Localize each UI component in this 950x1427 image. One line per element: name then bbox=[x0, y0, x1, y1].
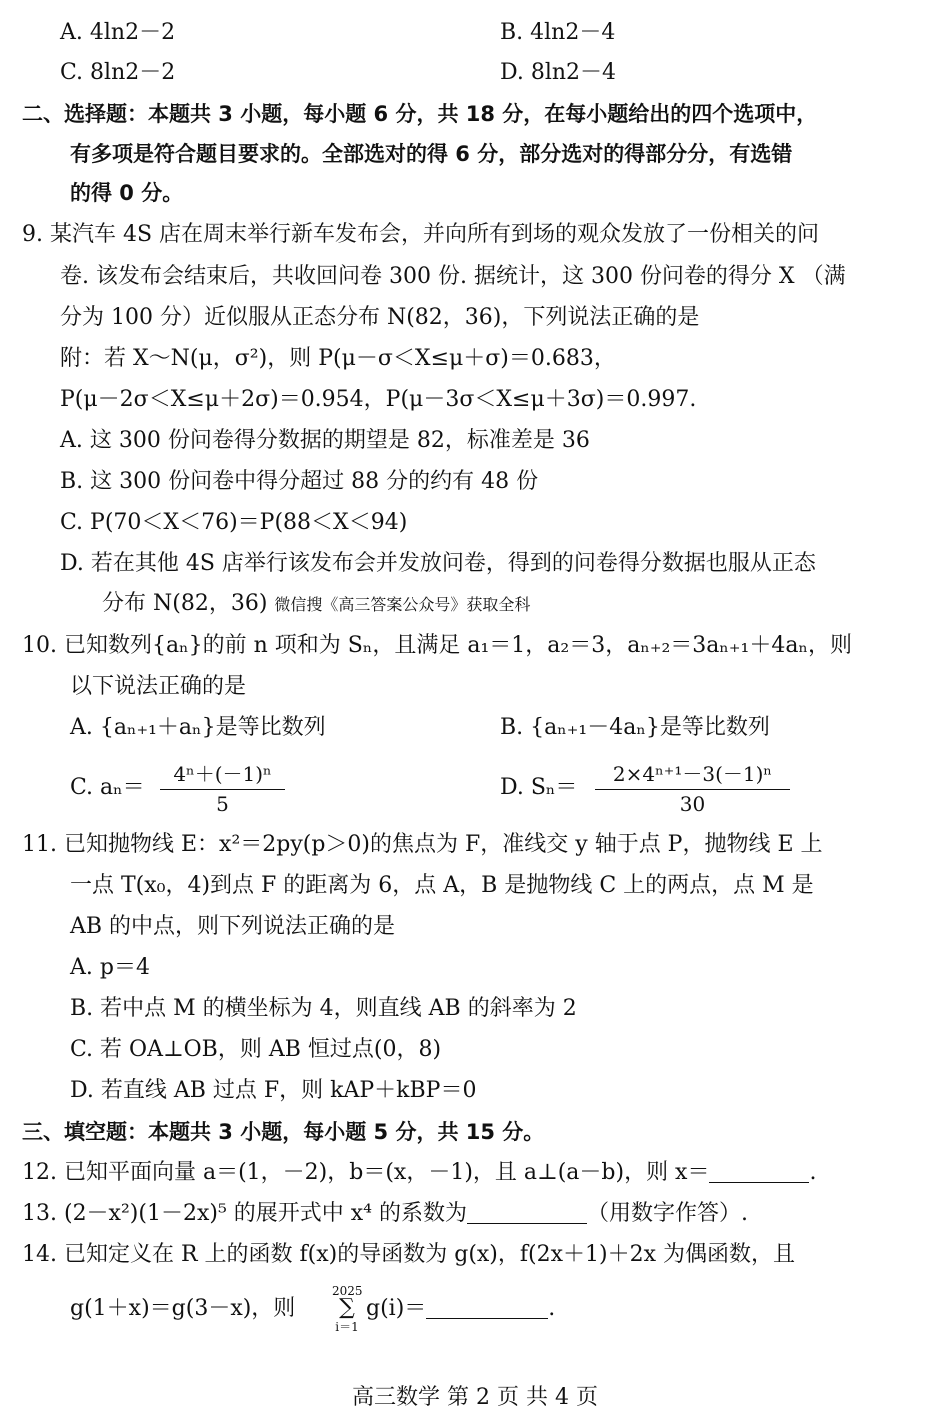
q10-stem-1: 10. 已知数列{aₙ}的前 n 项和为 Sₙ，且满足 a₁＝1，a₂＝3，aₙ₊₂＝3aₙ₊₁＋4aₙ，则 bbox=[22, 633, 852, 658]
q13-text: 13. (2－x²)(1－2x)⁵ 的展开式中 x⁴ 的系数为 bbox=[22, 1201, 467, 1226]
q13-end: （用数字作答）. bbox=[586, 1201, 748, 1226]
q9-appendix-1: 附：若 X～N(μ，σ²)，则 P(μ－σ＜X≤μ＋σ)＝0.683， bbox=[60, 346, 616, 371]
q10-stem-2: 以下说法正确的是 bbox=[70, 674, 247, 699]
q9-option-d: D. 若在其他 4S 店举行该发布会并发放问卷，得到的问卷得分数据也服从正态 bbox=[60, 551, 816, 576]
option-d-prev: D. 8ln2－4 bbox=[500, 60, 617, 85]
q12-end: . bbox=[809, 1160, 817, 1185]
q14-end: . bbox=[548, 1296, 556, 1321]
q9-option-d-cont bbox=[102, 589, 530, 620]
q12-text: 12. 已知平面向量 a＝(1，－2)，b＝(x，－1)，且 a⊥(a－b)，则 x＝ bbox=[22, 1160, 710, 1185]
q14-stem-1: 14. 已知定义在 R 上的函数 f(x)的导函数为 g(x)，f(2x＋1)＋2x 为偶函数，且 bbox=[22, 1242, 795, 1267]
q11-stem-3: AB 的中点，则下列说法正确的是 bbox=[70, 914, 396, 939]
sum-lower: i＝1 bbox=[335, 1320, 359, 1334]
q11-option-d: D. 若直线 AB 过点 F，则 kAP＋kBP＝0 bbox=[70, 1078, 477, 1103]
q9-option-b: B. 这 300 份问卷中得分超过 88 分的约有 48 份 bbox=[60, 469, 539, 494]
sum-upper: 2025 bbox=[332, 1284, 363, 1298]
q10-option-c-lhs: C. aₙ＝ bbox=[70, 775, 145, 800]
q13 bbox=[22, 1199, 748, 1229]
q9-appendix-2: P(μ－2σ＜X≤μ＋2σ)＝0.954，P(μ－3σ＜X≤μ＋3σ)＝0.997. bbox=[60, 387, 697, 412]
q10-option-d-lhs: D. Sₙ＝ bbox=[500, 775, 578, 800]
q10-option-b: B. {aₙ₊₁－4aₙ}是等比数列 bbox=[500, 715, 770, 740]
section3-heading: 三、填空题：本题共 3 小题，每小题 5 分，共 15 分。 bbox=[22, 1120, 545, 1144]
q11-option-a: A. p＝4 bbox=[70, 955, 150, 980]
q10-option-d-fraction bbox=[595, 758, 790, 816]
q9-stem-2: 卷. 该发布会结束后，共收回问卷 300 份. 据统计，这 300 份问卷的得分 X （满 bbox=[60, 264, 846, 289]
q9-stem-3: 分为 100 分）近似服从正态分布 N(82，36)，下列说法正确的是 bbox=[60, 305, 700, 330]
q11-option-b: B. 若中点 M 的横坐标为 4，则直线 AB 的斜率为 2 bbox=[70, 996, 577, 1021]
q9-option-a: A. 这 300 份问卷得分数据的期望是 82，标准差是 36 bbox=[60, 428, 590, 453]
q12 bbox=[22, 1158, 816, 1188]
q14-stem-2: g(1＋x)＝g(3－x)，则 bbox=[70, 1296, 296, 1321]
q11-stem-1: 11. 已知抛物线 E：x²＝2py(p＞0)的焦点为 F，准线交 y 轴于点 P，抛物线 E 上 bbox=[22, 832, 823, 857]
fraction-bar bbox=[160, 789, 285, 790]
answer-blank bbox=[467, 1201, 587, 1224]
q14-stem-2b bbox=[366, 1294, 555, 1324]
section2-heading: 二、选择题：本题共 3 小题，每小题 6 分，共 18 分，在每小题给出的四个选项中， bbox=[22, 102, 818, 126]
q10-option-a: A. {aₙ₊₁＋aₙ}是等比数列 bbox=[70, 715, 326, 740]
q14-sum-term: g(i)＝ bbox=[366, 1296, 427, 1321]
section2-heading-cont: 有多项是符合题目要求的。全部选对的得 6 分，部分选对的得部分分，有选错 bbox=[70, 142, 793, 166]
option-c-prev: C. 8ln2－2 bbox=[60, 60, 176, 85]
watermark-note: 微信搜《高三答案公众号》获取全科 bbox=[274, 595, 531, 614]
page-footer: 高三数学 第 2 页 共 4 页 bbox=[352, 1385, 598, 1410]
sigma-icon: ∑ bbox=[339, 1295, 355, 1320]
q9-option-d-text: 分布 N(82，36) bbox=[102, 591, 268, 616]
summation bbox=[332, 1284, 362, 1335]
q9-option-c: C. P(70＜X＜76)＝P(88＜X＜94) bbox=[60, 510, 408, 535]
q10-d-numerator: 2×4ⁿ⁺¹－3(－1)ⁿ bbox=[612, 762, 773, 786]
q10-c-numerator: 4ⁿ＋(－1)ⁿ bbox=[173, 762, 272, 786]
fraction-bar bbox=[595, 789, 790, 790]
answer-blank bbox=[426, 1296, 548, 1319]
q11-option-c: C. 若 OA⊥OB，则 AB 恒过点(0，8) bbox=[70, 1037, 442, 1062]
q10-d-denominator: 30 bbox=[679, 792, 706, 816]
answer-blank bbox=[709, 1160, 809, 1183]
q10-option-c-fraction bbox=[160, 758, 285, 816]
option-b-prev: B. 4ln2－4 bbox=[500, 20, 616, 45]
q9-stem-1: 9. 某汽车 4S 店在周末举行新车发布会，并向所有到场的观众发放了一份相关的问 bbox=[22, 222, 820, 247]
q10-c-denominator: 5 bbox=[216, 792, 229, 816]
option-a-prev: A. 4ln2－2 bbox=[60, 20, 176, 45]
q11-stem-2: 一点 T(x₀，4)到点 F 的距离为 6，点 A，B 是抛物线 C 上的两点，点 M 是 bbox=[70, 873, 814, 898]
section2-heading-end: 的得 0 分。 bbox=[70, 181, 184, 205]
